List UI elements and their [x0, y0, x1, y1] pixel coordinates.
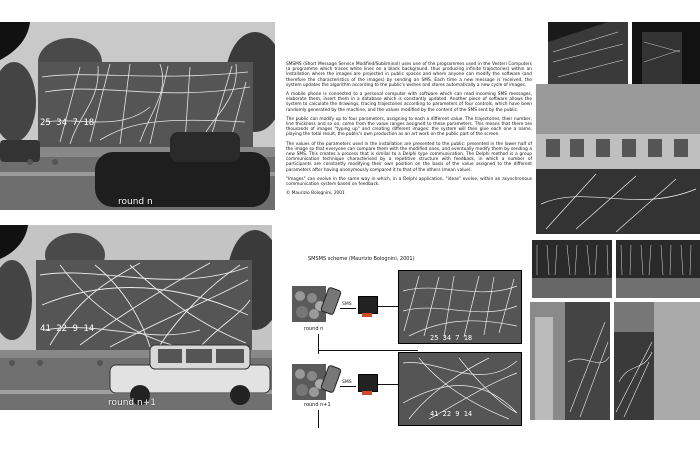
night-street-photo-1 — [548, 22, 628, 84]
computer-icon — [358, 374, 378, 392]
arrow-down — [318, 410, 319, 428]
installation-photo-round-n — [0, 22, 275, 210]
computer-icon — [358, 296, 378, 314]
crowd-drawing — [292, 286, 326, 322]
screen-drawing — [616, 240, 700, 298]
paragraph: The values of the parameters used in the installation are presented to the public: presented in the lower half of the image so that everyone can compare them with the modified ones, and eventually modify them by sending a new SMS. This creates a process that is similar to a Delphi type communication. The Delphi method is a group communication technique characterised by a repetitive structure with feedback, in which a number of participants are constantly modifying their own position on the basis of the value assigned to the different parameters after having anonymously compared it to that of the others (mean value). — [286, 141, 532, 173]
screen-photo-2 — [616, 240, 700, 298]
photo-drawing — [0, 22, 275, 210]
description-text — [286, 62, 532, 200]
building-facade-photo — [536, 84, 700, 234]
paragraph: SMSMS (Short Message Service Modified/Subliminal) uses one of the programmes used in the Vesteri Computers (a programme which traces white lines on a black background, thus producing infinite trajectories) within an installation where the images are projected in public spaces and where anyone can modify the software (and therefore the characteristics of the images) by sending an SMS. Each time a new message is received, the system updates the algorithm according to the public's wishes and stores automatically a new cycle of images. — [286, 62, 532, 88]
crowd-drawing — [292, 364, 326, 400]
night-street-photo-2 — [632, 22, 700, 84]
diagram-title: SMSMS scheme (Maurizio Bolognini, 2001) — [308, 256, 415, 262]
phone-thumbnail-2 — [292, 364, 326, 400]
round-label: round n — [304, 326, 324, 332]
church-facade-photo-1 — [530, 302, 610, 420]
sms-label: SMS — [342, 380, 352, 385]
result-image-round-n — [398, 270, 522, 344]
arrow-right-icon — [378, 384, 398, 385]
feedback-arrow — [318, 350, 418, 351]
facade-drawing — [632, 22, 700, 84]
arrow-right-icon — [340, 308, 356, 309]
screen-drawing — [532, 240, 612, 298]
computer-base — [362, 313, 372, 317]
screen-photo-1 — [532, 240, 612, 298]
photo-drawing — [0, 225, 272, 410]
arrow-right-icon — [378, 306, 398, 307]
paragraph: "Images" can evolve in the same way in which, in a Delphi application, "ideas" evolve, within an asynchronous communication system based on feedback. — [286, 176, 532, 188]
sms-label: SMS — [342, 302, 352, 307]
copyright: © Maurizio Bolognini, 2001 — [286, 191, 345, 197]
feedback-arrow — [318, 334, 319, 354]
facade-drawing — [548, 22, 628, 84]
paragraph: A mobile phone is connected to a personal computer with software which can read incoming SMS messages, elaborate them, insert them in a database which is constantly updated. Another piece of software allows the system to calculate the drawings, tracing trajectories according to parameters of four controls, which have been randomly generated by the machine, and the values modified by the content of the SMS sent by the public. — [286, 92, 532, 113]
church-facade-photo-2 — [614, 302, 700, 420]
phone-thumbnail-1 — [292, 286, 326, 322]
church-drawing — [614, 302, 700, 420]
caption-round-n1: round n+1 — [108, 398, 156, 408]
lines-drawing — [399, 271, 521, 343]
computer-base — [362, 391, 372, 395]
paragraph: The public can modify up to four parameters, assigning to each a different value. The trajectories, their number, line thickness and so on, come from the value ranges assigned to these parameters. This means that there are thousands of images "typing up" and creating different images: the system will then give each one a name, playing the total result, the public's own production as an art work on the public part of the screen. — [286, 116, 532, 138]
installation-photo-round-n1 — [0, 225, 272, 410]
wall-code-round-n1: 41 22 9 14 — [40, 324, 95, 334]
result-code-1: 25 34 7 18 — [430, 334, 473, 342]
wall-code-round-n: 25 34 7 18 — [40, 118, 95, 128]
result-code-2: 41 22 9 14 — [430, 410, 473, 418]
caption-round-n: round n — [118, 197, 153, 207]
building-drawing — [536, 84, 700, 234]
round-label: round n+1 — [304, 402, 331, 408]
church-drawing — [530, 302, 610, 420]
arrow-right-icon — [340, 386, 356, 387]
